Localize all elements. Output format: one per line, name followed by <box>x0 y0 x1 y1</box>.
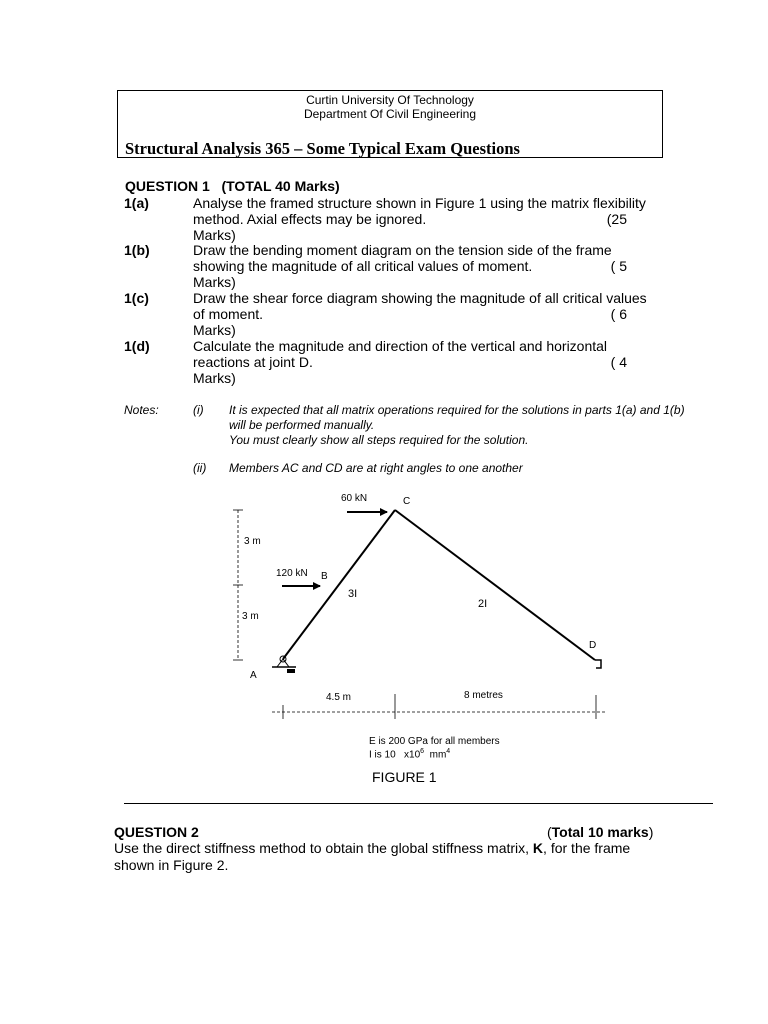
question1-total: (TOTAL 40 Marks) <box>221 178 340 194</box>
part-1d-line3: Marks) <box>193 370 236 386</box>
member-cd-label: 2I <box>478 598 488 610</box>
part-1b-line3: Marks) <box>193 274 236 290</box>
part-1a-line1: Analyse the framed structure shown in Figure 1 using the matrix flexibility <box>193 195 646 211</box>
question2-matrix-k: K <box>532 840 544 856</box>
part-1b-line2-text: showing the magnitude of all critical values of moment. <box>193 258 533 274</box>
part-1b-line1: Draw the bending moment diagram on the tension side of the frame <box>193 242 612 258</box>
note-1-line1: It is expected that all matrix operations required for the solutions in parts 1(a) and 1(b) <box>229 403 685 417</box>
property-i-unit: mm <box>429 749 447 761</box>
node-d-label: D <box>589 640 597 651</box>
part-label-1c: 1(c) <box>124 290 149 306</box>
note-2-number: (ii) <box>193 461 207 475</box>
node-b-label: B <box>321 571 328 582</box>
university-name: Curtin University Of Technology <box>306 93 474 107</box>
question2-total-open: ( <box>547 824 552 840</box>
question2-line1-post: , for the frame <box>543 840 631 856</box>
question2-line1 <box>114 840 630 856</box>
horizontal-dimension <box>272 694 605 719</box>
part-label-1b: 1(b) <box>124 242 150 258</box>
note-2-text: Members AC and CD are at right angles to one another <box>229 461 523 475</box>
page-title: Structural Analysis 365 – Some Typical Exam Questions <box>125 139 520 158</box>
part-1c-line3: Marks) <box>193 322 236 338</box>
load-60kn-label: 60 kN <box>341 493 368 504</box>
question2-total <box>547 824 653 840</box>
part-1a-line3: Marks) <box>193 227 236 243</box>
part-1b-marks: ( 5 <box>610 258 627 274</box>
load-120kn-label: 120 kN <box>276 568 308 579</box>
node-c-label: C <box>403 496 411 507</box>
property-i-multiplier: x10 <box>404 749 421 761</box>
part-1d-line2-text: reactions at joint D. <box>193 354 313 370</box>
property-i <box>369 748 450 760</box>
part-1c-line1: Draw the shear force diagram showing the magnitude of all critical values <box>193 290 647 306</box>
property-i-unit-exponent: 4 <box>446 748 451 755</box>
note-1-line2: will be performed manually. <box>229 418 375 432</box>
question2-line1-pre: Use the direct stiffness method to obtain the global stiffness matrix, <box>114 840 533 856</box>
dim-right-label: 8 metres <box>464 690 503 701</box>
dim-lower-label: 3 m <box>242 611 259 622</box>
vertical-dimension <box>233 510 243 660</box>
property-i-prefix: I is 10 <box>369 749 396 761</box>
figure1-caption: FIGURE 1 <box>372 769 437 785</box>
part-1d-line1: Calculate the magnitude and direction of the vertical and horizontal <box>193 338 608 354</box>
notes-label: Notes: <box>124 403 159 417</box>
question2-total-close: ) <box>648 824 654 840</box>
note-1-number: (i) <box>193 403 204 417</box>
member-cd <box>395 510 595 660</box>
dim-upper-label: 3 m <box>244 536 261 547</box>
member-ac-label: 3I <box>348 588 358 600</box>
note-1-line3: You must clearly show all steps required for the solution. <box>229 433 529 447</box>
question1-label: QUESTION 1 <box>125 178 210 194</box>
part-label-1d: 1(d) <box>124 338 150 354</box>
part-1a-marks: (25 <box>606 211 627 227</box>
question2-total-marks: Total 10 marks <box>551 824 649 840</box>
part-1a-line2-text: method. Axial effects may be ignored. <box>193 211 427 227</box>
part-1c-line2-text: of moment. <box>193 306 264 322</box>
part-1d-marks: ( 4 <box>610 354 627 370</box>
property-e: E is 200 GPa for all members <box>369 736 500 747</box>
node-a-label: A <box>250 670 257 681</box>
part-1c-marks: ( 6 <box>610 306 627 322</box>
department-name: Department Of Civil Engineering <box>303 107 477 121</box>
part-label-1a: 1(a) <box>124 195 149 211</box>
question2-label: QUESTION 2 <box>114 824 199 840</box>
question2-line2: shown in Figure 2. <box>114 857 229 873</box>
section-divider <box>124 803 713 804</box>
dim-left-label: 4.5 m <box>326 692 352 703</box>
member-ac <box>283 510 395 659</box>
support-d-icon <box>595 660 601 668</box>
property-i-exponent: 6 <box>420 748 425 755</box>
